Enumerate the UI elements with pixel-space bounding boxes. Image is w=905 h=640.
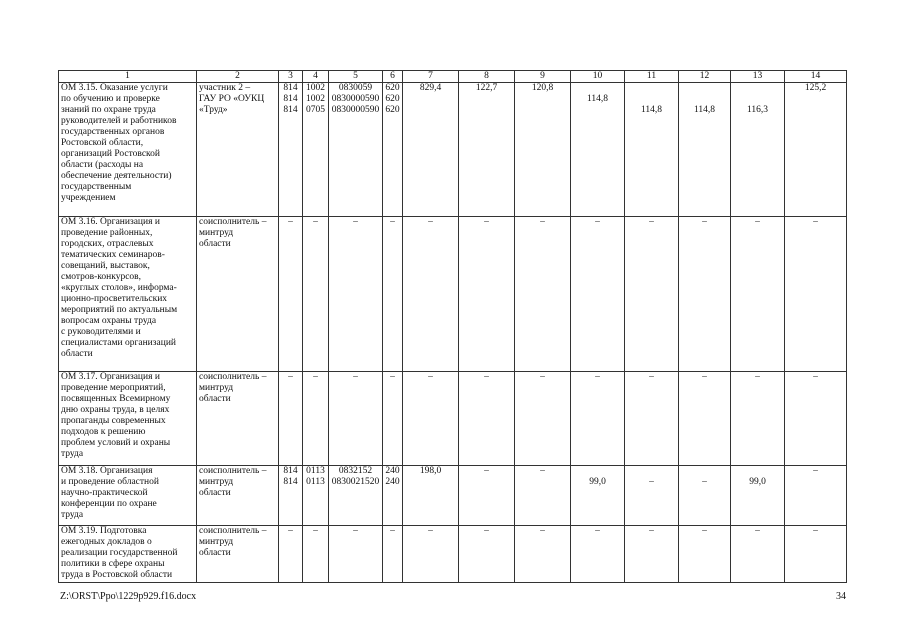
- year-value: –: [813, 466, 818, 476]
- executor-line: минтруд: [199, 477, 234, 487]
- event-name-line: ОМ 3.17. Организация и: [61, 372, 160, 382]
- vr-code: 620: [385, 94, 400, 104]
- dash-cell: –: [403, 372, 459, 466]
- table-row-om-3-17: [59, 372, 847, 466]
- vr-code: 620: [385, 83, 400, 93]
- rzpr-cell: [303, 466, 329, 526]
- year-value-cell: [571, 466, 625, 526]
- column-number: 14: [785, 71, 847, 83]
- dash-cell: –: [459, 217, 515, 372]
- executor-line: минтруд: [199, 228, 234, 238]
- csr-code: 0830021520: [331, 477, 380, 487]
- event-name-line: мероприятий по актуальным: [61, 305, 178, 315]
- dash-cell: –: [731, 372, 785, 466]
- year-value: 122,7: [475, 83, 498, 93]
- csr-cell: [329, 83, 383, 217]
- column-number: 3: [279, 71, 303, 83]
- total-cell: [403, 83, 459, 217]
- column-number-row: [59, 71, 847, 83]
- event-name-cell: [59, 83, 197, 217]
- year-value-cell: [785, 466, 847, 526]
- year-value-cell: [679, 83, 731, 217]
- dash-cell: –: [303, 217, 329, 372]
- year-value-cell: [625, 466, 679, 526]
- budget-table: [58, 70, 847, 583]
- csr-code: 0830059: [338, 83, 373, 93]
- executor-line: ГАУ РО «ОУКЦ: [199, 94, 265, 104]
- executor-cell: [197, 372, 279, 466]
- year-value-cell: [515, 466, 571, 526]
- grbs-code: 814: [283, 83, 298, 93]
- event-name-line: Ростовской области,: [61, 138, 144, 148]
- event-name-line: проведение мероприятий,: [61, 383, 166, 393]
- event-name-line: реализации государственной: [61, 548, 178, 558]
- event-name-cell: [59, 372, 197, 466]
- total-value: 198,0: [419, 466, 442, 476]
- event-name-line: организаций Ростовской: [61, 149, 161, 159]
- event-name-line: специалистами организаций: [61, 338, 176, 348]
- column-number: 7: [403, 71, 459, 83]
- event-name-line: ОМ 3.16. Организация и: [61, 217, 160, 227]
- executor-line: соисполнитель –: [199, 372, 267, 382]
- dash-cell: –: [785, 217, 847, 372]
- event-name-line: «круглых столов», информа-: [61, 283, 177, 293]
- executor-line: минтруд: [199, 383, 234, 393]
- dash-cell: –: [731, 217, 785, 372]
- event-name-line: труда: [61, 510, 84, 520]
- event-name-line: дню охраны труда, в целях: [61, 405, 170, 415]
- event-name-line: научно-практической: [61, 488, 148, 498]
- event-name-line: труда: [61, 449, 84, 459]
- dash-cell: –: [403, 526, 459, 583]
- year-value: 114,8: [693, 105, 716, 115]
- rzpr-code: 0705: [306, 105, 325, 115]
- year-value: 114,8: [586, 94, 609, 104]
- year-value: 99,0: [749, 477, 766, 487]
- vr-code: 620: [385, 105, 400, 115]
- csr-code: 0832152: [338, 466, 373, 476]
- event-name-line: пропаганды современных: [61, 416, 166, 426]
- grbs-code: 814: [283, 466, 298, 476]
- year-value: –: [702, 477, 707, 487]
- event-name-line: и проведение областной: [61, 477, 159, 487]
- column-number: 4: [303, 71, 329, 83]
- dash-cell: –: [279, 372, 303, 466]
- event-name-line: с руководителями и: [61, 327, 141, 337]
- event-name-line: руководителей и работников: [61, 116, 177, 126]
- executor-line: соисполнитель –: [199, 526, 267, 536]
- grbs-cell: [279, 83, 303, 217]
- table-row-om-3-18: [59, 466, 847, 526]
- year-value: –: [484, 466, 489, 476]
- dash-cell: –: [785, 372, 847, 466]
- event-name-line: подходов к решению: [61, 427, 146, 437]
- year-value-cell: [459, 466, 515, 526]
- event-name-line: посвященных Всемирному: [61, 394, 171, 404]
- dash-cell: –: [383, 372, 403, 466]
- rzpr-cell: [303, 83, 329, 217]
- column-number: 10: [571, 71, 625, 83]
- dash-cell: –: [329, 526, 383, 583]
- dash-cell: –: [625, 526, 679, 583]
- event-name-line: совещаний, выставок,: [61, 261, 150, 271]
- grbs-code: 814: [283, 94, 298, 104]
- event-name-line: ОМ 3.15. Оказание услуги: [61, 83, 168, 93]
- grbs-cell: [279, 466, 303, 526]
- page-number: 34: [836, 591, 846, 602]
- executor-line: соисполнитель –: [199, 466, 267, 476]
- dash-cell: –: [515, 372, 571, 466]
- event-name-line: тематических семинаров-: [61, 250, 165, 260]
- dash-cell: –: [403, 217, 459, 372]
- event-name-line: области: [61, 349, 93, 359]
- event-name-line: обеспечение деятельности): [61, 171, 172, 181]
- event-name-line: по обучению и проверке: [61, 94, 160, 104]
- event-name-line: ционно-просветительских: [61, 294, 168, 304]
- total-value: 829,4: [419, 83, 442, 93]
- dash-cell: –: [785, 526, 847, 583]
- column-number: 5: [329, 71, 383, 83]
- column-number: 13: [731, 71, 785, 83]
- table-row-om-3-15: [59, 83, 847, 217]
- event-name-line: политики в сфере охраны: [61, 559, 165, 569]
- event-name-line: знаний по охране труда: [61, 105, 156, 115]
- dash-cell: –: [625, 372, 679, 466]
- executor-cell: [197, 526, 279, 583]
- vr-cell: [383, 83, 403, 217]
- event-name-cell: [59, 466, 197, 526]
- table-row-om-3-19: [59, 526, 847, 583]
- executor-line: области: [199, 548, 231, 558]
- event-name-line: конференции по охране: [61, 499, 157, 509]
- event-name-line: ежегодных докладов о: [61, 537, 152, 547]
- event-name-line: городских, отраслевых: [61, 239, 154, 249]
- rzpr-code: 0113: [306, 477, 325, 487]
- year-value-cell: [625, 83, 679, 217]
- executor-line: области: [199, 394, 231, 404]
- column-number: 2: [197, 71, 279, 83]
- event-name-line: государственных органов: [61, 127, 165, 137]
- dash-cell: –: [515, 217, 571, 372]
- executor-cell: [197, 466, 279, 526]
- dash-cell: –: [459, 372, 515, 466]
- footer-file-path: Z:\ORST\Ppo\1229p929.f16.docx: [60, 591, 197, 602]
- dash-cell: –: [329, 372, 383, 466]
- executor-line: области: [199, 488, 231, 498]
- dash-cell: –: [679, 372, 731, 466]
- executor-line: соисполнитель –: [199, 217, 267, 227]
- dash-cell: –: [515, 526, 571, 583]
- year-value-cell: [515, 83, 571, 217]
- dash-cell: –: [731, 526, 785, 583]
- dash-cell: –: [383, 526, 403, 583]
- year-value-cell: [731, 83, 785, 217]
- event-name-line: учреждением: [61, 193, 116, 203]
- dash-cell: –: [279, 526, 303, 583]
- csr-code: 0830000590: [331, 94, 380, 104]
- year-value: –: [649, 477, 654, 487]
- dash-cell: –: [459, 526, 515, 583]
- year-value: 116,3: [746, 105, 769, 115]
- year-value: –: [540, 466, 545, 476]
- event-name-line: вопросам охраны труда: [61, 316, 157, 326]
- rzpr-code: 0113: [306, 466, 325, 476]
- event-name-cell: [59, 526, 197, 583]
- year-value-cell: [459, 83, 515, 217]
- dash-cell: –: [329, 217, 383, 372]
- year-value: 114,8: [640, 105, 663, 115]
- grbs-code: 814: [283, 105, 298, 115]
- rzpr-code: 1002: [306, 83, 325, 93]
- event-name-line: ОМ 3.18. Организация: [61, 466, 153, 476]
- csr-code: 0830000590: [331, 105, 380, 115]
- rzpr-code: 1002: [306, 94, 325, 104]
- executor-line: участник 2 –: [199, 83, 251, 93]
- executor-line: минтруд: [199, 537, 234, 547]
- event-name-cell: [59, 217, 197, 372]
- column-number: 1: [59, 71, 197, 83]
- dash-cell: –: [279, 217, 303, 372]
- event-name-line: смотров-конкурсов,: [61, 272, 142, 282]
- dash-cell: –: [571, 372, 625, 466]
- dash-cell: –: [571, 526, 625, 583]
- year-value-cell: [679, 466, 731, 526]
- vr-cell: [383, 466, 403, 526]
- executor-line: «Труд»: [199, 105, 228, 115]
- year-value: 125,2: [804, 83, 827, 93]
- event-name-line: проблем условий и охраны: [61, 438, 171, 448]
- column-number: 12: [679, 71, 731, 83]
- csr-cell: [329, 466, 383, 526]
- event-name-line: труда в Ростовской области: [61, 570, 173, 580]
- year-value: 120,8: [531, 83, 554, 93]
- executor-cell: [197, 83, 279, 217]
- dash-cell: –: [625, 217, 679, 372]
- grbs-code: 814: [283, 477, 298, 487]
- dash-cell: –: [679, 217, 731, 372]
- executor-cell: [197, 217, 279, 372]
- event-name-line: ОМ 3.19. Подготовка: [61, 526, 147, 536]
- dash-cell: –: [383, 217, 403, 372]
- column-number: 9: [515, 71, 571, 83]
- dash-cell: –: [303, 372, 329, 466]
- column-number: 11: [625, 71, 679, 83]
- dash-cell: –: [303, 526, 329, 583]
- column-number: 8: [459, 71, 515, 83]
- event-name-line: области (расходы на: [61, 160, 144, 170]
- year-value-cell: [731, 466, 785, 526]
- executor-line: области: [199, 239, 231, 249]
- total-cell: [403, 466, 459, 526]
- year-value-cell: [571, 83, 625, 217]
- year-value: 99,0: [589, 477, 606, 487]
- column-number: 6: [383, 71, 403, 83]
- dash-cell: –: [679, 526, 731, 583]
- vr-code: 240: [385, 466, 400, 476]
- year-value-cell: [785, 83, 847, 217]
- table-row-om-3-16: [59, 217, 847, 372]
- dash-cell: –: [571, 217, 625, 372]
- event-name-line: государственным: [61, 182, 132, 192]
- vr-code: 240: [385, 477, 400, 487]
- event-name-line: проведение районных,: [61, 228, 153, 238]
